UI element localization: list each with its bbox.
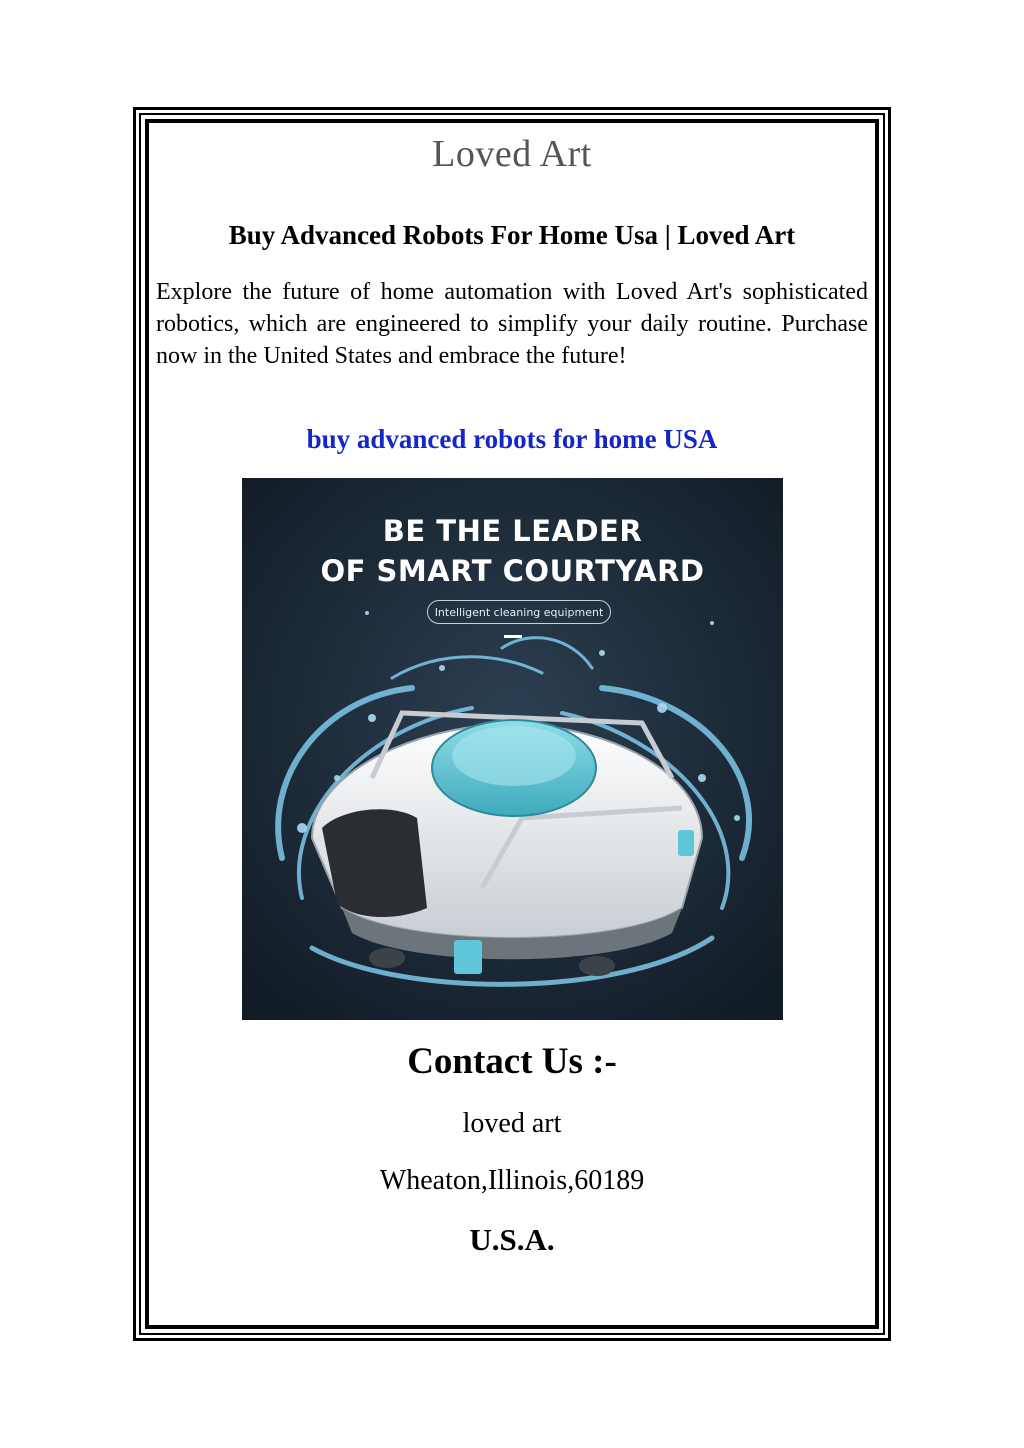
hero-headline-line2: OF SMART COURTYARD (320, 554, 705, 588)
contact-address: Wheaton,Illinois,60189 (379, 1165, 645, 1196)
product-image (242, 478, 783, 1020)
contact-heading: Contact Us :- (407, 1041, 617, 1082)
hero-headline-line1: BE THE LEADER (382, 514, 643, 548)
product-link[interactable]: buy advanced robots for home USA (306, 424, 718, 454)
contact-name: loved art (462, 1108, 562, 1139)
contact-country: U.S.A. (469, 1222, 555, 1257)
page-title: Buy Advanced Robots For Home Usa | Loved Art (228, 220, 796, 250)
description-paragraph: Explore the future of home automation with Loved Art's sophisticated robotics, which are engineered to simplify your daily routine. Purchase now in the United States and embrace the future! (156, 279, 868, 369)
hero-tagline-pill: Intelligent cleaning equipment (427, 600, 611, 624)
brand-logo: Loved Art (432, 133, 592, 175)
